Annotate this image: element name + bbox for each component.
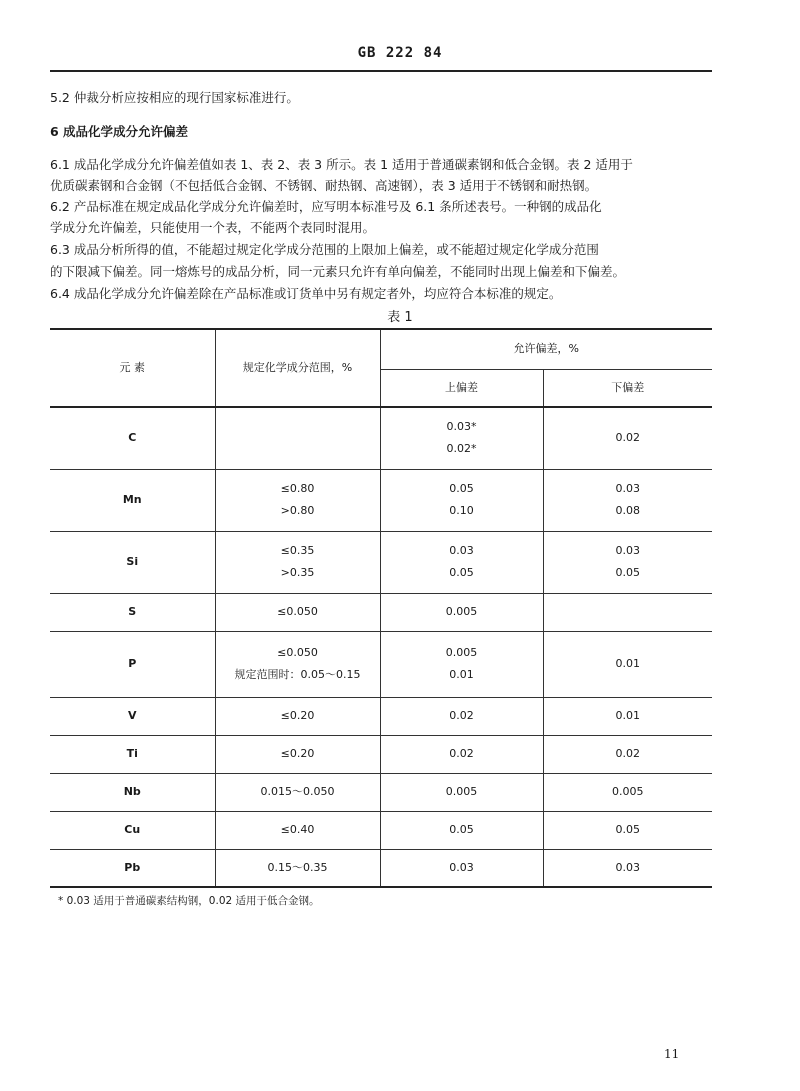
- lower-cell: [543, 811, 712, 849]
- element-cell: P: [50, 631, 215, 697]
- range-value: ≤0.20: [280, 747, 315, 760]
- lower-value: 0.02: [615, 431, 640, 445]
- element-cell: Si: [50, 531, 215, 593]
- table-row: [50, 697, 712, 735]
- lower-value: 0.01: [615, 709, 640, 722]
- clause-6-3-line-2: 的下限减下偏差。同一熔炼号的成品分析，同一元素只允许有单向偏差，不能同时出现上偏差和下偏差。: [50, 264, 626, 279]
- table-row: [50, 849, 712, 887]
- upper-value: 0.01: [449, 668, 474, 681]
- upper-value: 0.03: [449, 544, 474, 557]
- lower-cell: [543, 773, 712, 811]
- standard-code-header: GB 222 84: [357, 45, 443, 61]
- clause-6-2-line-1: 6.2 产品标准在规定成品化学成分允许偏差时，应写明本标准号及 6.1 条所述表号。一种钢的成品化: [50, 199, 602, 214]
- upper-value: 0.03*: [446, 420, 477, 434]
- range-cell: [215, 407, 380, 469]
- element-cell: S: [50, 593, 215, 631]
- upper-value: 0.10: [449, 504, 474, 517]
- range-value: >0.35: [280, 566, 315, 579]
- header-range: 规定化学成分范围，%: [215, 329, 380, 407]
- lower-cell: [543, 631, 712, 697]
- table-row: [50, 531, 712, 593]
- upper-cell: [380, 773, 543, 811]
- lower-value: 0.05: [615, 566, 640, 579]
- table-row: [50, 407, 712, 469]
- element-cell: V: [50, 697, 215, 735]
- element-cell: Pb: [50, 849, 215, 887]
- range-value: ≤0.050: [277, 646, 318, 659]
- upper-value: 0.005: [445, 605, 478, 618]
- table-row: [50, 811, 712, 849]
- range-value: ≤0.20: [280, 709, 315, 722]
- range-cell: [215, 811, 380, 849]
- upper-value: 0.005: [445, 646, 478, 659]
- upper-cell: [380, 469, 543, 531]
- lower-value: 0.03: [615, 544, 640, 557]
- header-upper: 上偏差: [380, 369, 543, 407]
- element-cell: Nb: [50, 773, 215, 811]
- lower-value: 0.005: [612, 785, 644, 798]
- lower-value: 0.01: [615, 657, 640, 670]
- table-row: [50, 593, 712, 631]
- lower-cell: [543, 469, 712, 531]
- section-6-heading: 6 成品化学成分允许偏差: [50, 124, 189, 139]
- lower-cell: [543, 531, 712, 593]
- upper-cell: [380, 631, 543, 697]
- clause-6-2-line-2: 学成分允许偏差，只能使用一个表，不能两个表同时混用。: [50, 220, 376, 235]
- element-cell: Ti: [50, 735, 215, 773]
- upper-cell: [380, 811, 543, 849]
- lower-value: 0.03: [615, 860, 640, 874]
- range-cell: [215, 631, 380, 697]
- element-cell: C: [50, 407, 215, 469]
- element-cell: Mn: [50, 469, 215, 531]
- upper-value: 0.05: [449, 823, 474, 836]
- table-row: [50, 469, 712, 531]
- upper-value: 0.03: [449, 860, 474, 874]
- range-value: 规定范围时：0.05～0.15: [234, 668, 361, 681]
- table-row: [50, 773, 712, 811]
- range-value: 0.15～0.35: [267, 860, 328, 874]
- lower-cell: [543, 697, 712, 735]
- header-tolerance: 允许偏差，%: [380, 329, 712, 369]
- table-footnote: * 0.03 适用于普通碳素结构钢，0.02 适用于低合金钢。: [58, 895, 320, 907]
- range-cell: [215, 531, 380, 593]
- header-lower: 下偏差: [543, 369, 712, 407]
- range-value: 0.015～0.050: [260, 785, 335, 798]
- lower-value: 0.03: [615, 482, 640, 495]
- lower-cell: [543, 407, 712, 469]
- upper-cell: [380, 531, 543, 593]
- upper-cell: [380, 593, 543, 631]
- lower-cell: [543, 593, 712, 631]
- upper-cell: [380, 407, 543, 469]
- lower-value: 0.02: [615, 747, 640, 760]
- upper-cell: [380, 735, 543, 773]
- table-row: [50, 735, 712, 773]
- page-number: 11: [664, 1047, 680, 1061]
- range-cell: [215, 593, 380, 631]
- lower-value: 0.05: [615, 823, 640, 836]
- range-value: >0.80: [280, 504, 315, 517]
- clause-6-1-line-2: 优质碳素钢和合金钢（不包括低合金钢、不锈钢、耐热钢、高速钢），表 3 适用于不锈钢和耐热钢。: [50, 178, 598, 193]
- upper-value: 0.02: [449, 709, 474, 722]
- upper-value: 0.02*: [446, 442, 477, 456]
- range-value: ≤0.40: [280, 823, 315, 836]
- header-element: 元 素: [50, 329, 215, 407]
- element-cell: Cu: [50, 811, 215, 849]
- lower-cell: [543, 849, 712, 887]
- range-cell: [215, 849, 380, 887]
- range-value: ≤0.050: [277, 605, 318, 618]
- upper-cell: [380, 849, 543, 887]
- upper-value: 0.02: [449, 747, 474, 760]
- lower-value: 0.08: [615, 504, 640, 517]
- upper-value: 0.005: [445, 785, 478, 798]
- clause-5-2: 5.2 仲裁分析应按相应的现行国家标准进行。: [50, 90, 299, 105]
- range-cell: [215, 697, 380, 735]
- tolerance-table: [50, 328, 712, 888]
- upper-value: 0.05: [449, 566, 474, 579]
- table-row: [50, 631, 712, 697]
- header-rule: [50, 70, 712, 72]
- clause-6-1-line-1: 6.1 成品化学成分允许偏差值如表 1、表 2、表 3 所示。表 1 适用于普通碳素钢和低合金钢。表 2 适用于: [50, 157, 633, 172]
- upper-cell: [380, 697, 543, 735]
- clause-6-4: 6.4 成品化学成分允许偏差除在产品标准或订货单中另有规定者外，均应符合本标准的规定。: [50, 286, 562, 301]
- range-value: ≤0.35: [280, 544, 315, 557]
- range-value: ≤0.80: [280, 482, 315, 495]
- table-caption: 表 1: [387, 310, 413, 325]
- range-cell: [215, 735, 380, 773]
- range-cell: [215, 773, 380, 811]
- clause-6-3-line-1: 6.3 成品分析所得的值，不能超过规定化学成分范围的上限加上偏差，或不能超过规定化学成分范围: [50, 242, 599, 257]
- upper-value: 0.05: [449, 482, 474, 495]
- lower-cell: [543, 735, 712, 773]
- range-cell: [215, 469, 380, 531]
